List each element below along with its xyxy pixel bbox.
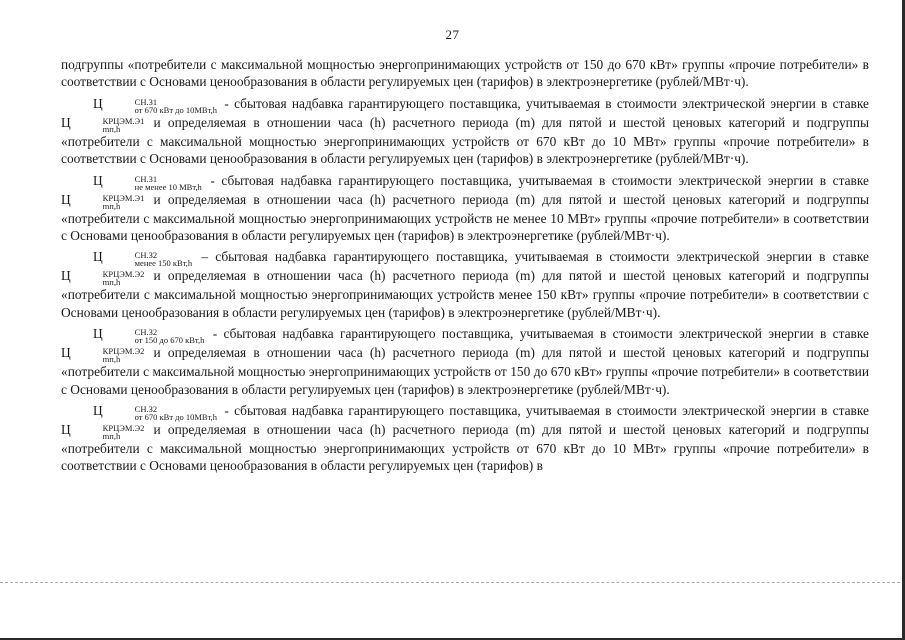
tariff-symbol: Ц СН.З1 от 670 кВт до 10МВт,h bbox=[93, 95, 218, 115]
definition-text: - сбытовая надбавка гарантирующего поставщика, учитываемая в стоимости электрической энергии в ставке bbox=[224, 95, 869, 111]
intro-paragraph: подгруппы «потребители с максимальной мощностью энергопринимающих устройств от 150 до 670 кВт» группы «прочие потребители» в соответствии с Основами ценообразования в области регулируемых цен (тарифов) в электроэнергетике (рублей/МВт·ч). bbox=[61, 57, 869, 90]
definition-text: - сбытовая надбавка гарантирующего поставщика, учитываемая в стоимости электрической энергии в ставке bbox=[224, 403, 869, 419]
definition-text-continued: и определяемая в отношении часа (h) расчетного периода (m) для пятой и шестой ценовых категорий и подгруппы «потребители с максимальной мощностью энергопринимающих устройств от 670 кВт до 10 МВт» группы «прочие потребители» в соответствии с Основами ценообразования в области регулируемых цен (тарифов) в электроэнергетике (рублей/МВт·ч). bbox=[61, 114, 869, 167]
tariff-superscript: СН.З1 bbox=[134, 96, 158, 107]
tariff-subscript: от 670 кВт до 10МВт,h bbox=[134, 104, 218, 115]
rate-superscript: КРЦЭМ.Э1 bbox=[102, 192, 145, 203]
tariff-subscript: от 670 кВт до 10МВт,h bbox=[134, 412, 218, 423]
rate-superscript: КРЦЭМ.Э2 bbox=[102, 346, 145, 357]
definition-text: - сбытовая надбавка гарантирующего поставщика, учитываемая в стоимости электрической энергии в ставке bbox=[210, 172, 869, 188]
definition-text: – сбытовая надбавка гарантирующего поставщика, учитываемая в стоимости электрической энергии в ставке bbox=[201, 249, 869, 265]
rate-superscript: КРЦЭМ.Э2 bbox=[102, 269, 145, 280]
tariff-symbol: Ц СН.З2 менее 150 кВт,h bbox=[93, 249, 193, 269]
rate-subscript: mп,h bbox=[102, 431, 121, 442]
rate-subscript: mп,h bbox=[102, 354, 121, 365]
definition-text-continued: и определяемая в отношении часа (h) расчетного периода (m) для пятой и шестой ценовых категорий и подгруппы «потребители с максимальной мощностью энергопринимающих устройств от 670 кВт до 10 МВт» группы «прочие потребители» в соответствии с Основами ценообразования в области регулируемых цен (тарифов) в bbox=[61, 422, 869, 474]
rate-subscript: mп,h bbox=[102, 277, 121, 288]
tariff-symbol: Ц СН.З1 не менее 10 МВт,h bbox=[93, 172, 202, 192]
tariff-superscript: СН.З2 bbox=[134, 250, 158, 261]
definition-text-continued: и определяемая в отношении часа (h) расчетного периода (m) для пятой и шестой ценовых категорий и подгруппы «потребители с максимальной мощностью энергопринимающих устройств не менее 10 МВт» группы «прочие потребители» в соответствии с Основами ценообразования в области регулируемых цен (тарифов) в электроэнергетике (рублей/МВт·ч). bbox=[61, 191, 869, 244]
tariff-subscript: не менее 10 МВт,h bbox=[134, 181, 202, 192]
tariff-subscript: от 150 до 670 кВт,h bbox=[134, 335, 205, 346]
tariff-symbol: Ц СН.З2 от 150 до 670 кВт,h bbox=[93, 326, 205, 346]
definition-paragraph bbox=[61, 402, 869, 475]
definition-paragraph bbox=[61, 325, 869, 398]
rate-symbol: Ц КРЦЭМ.Э2 mп,h bbox=[61, 422, 145, 442]
tariff-superscript: СН.З1 bbox=[134, 173, 158, 184]
rate-symbol: Ц КРЦЭМ.Э2 mп,h bbox=[61, 345, 145, 365]
definition-text: - сбытовая надбавка гарантирующего поставщика, учитываемая в стоимости электрической энергии в ставке bbox=[212, 326, 869, 342]
definition-paragraph bbox=[61, 172, 869, 245]
page-number: 27 bbox=[445, 27, 460, 42]
definition-text-continued: и определяемая в отношении часа (h) расчетного периода (m) для пятой и шестой ценовых категорий и подгруппы «потребители с максимальной мощностью энергопринимающих устройств от 150 до 670 кВт» группы «прочие потребители» в соответствии с Основами ценообразования в области регулируемых цен (тарифов) в электроэнергетике (рублей/МВт·ч). bbox=[61, 345, 869, 397]
rate-superscript: КРЦЭМ.Э2 bbox=[102, 423, 145, 434]
tariff-symbol: Ц СН.З2 от 670 кВт до 10МВт,h bbox=[93, 403, 218, 423]
definition-paragraph bbox=[61, 248, 869, 321]
tariff-superscript: СН.З2 bbox=[134, 327, 158, 338]
scan-dashed-line bbox=[0, 582, 905, 583]
rate-symbol: Ц КРЦЭМ.Э2 mп,h bbox=[61, 268, 145, 288]
document-body bbox=[61, 56, 869, 479]
definition-paragraph bbox=[61, 95, 869, 168]
rate-superscript: КРЦЭМ.Э1 bbox=[102, 115, 145, 126]
rate-symbol: Ц КРЦЭМ.Э1 mп,h bbox=[61, 191, 145, 211]
tariff-subscript: менее 150 кВт,h bbox=[134, 258, 193, 269]
rate-subscript: mп,h bbox=[102, 200, 121, 211]
rate-symbol: Ц КРЦЭМ.Э1 mп,h bbox=[61, 114, 145, 134]
tariff-superscript: СН.З2 bbox=[134, 404, 158, 415]
rate-subscript: mп,h bbox=[102, 123, 121, 134]
definition-text-continued: и определяемая в отношении часа (h) расчетного периода (m) для пятой и шестой ценовых категорий и подгруппы «потребители с максимальной мощностью энергопринимающих устройств менее 150 кВт» группы «прочие потребители» в соответствии с Основами ценообразования в области регулируемых цен (тарифов) в электроэнергетике (рублей/МВт·ч). bbox=[61, 268, 869, 320]
